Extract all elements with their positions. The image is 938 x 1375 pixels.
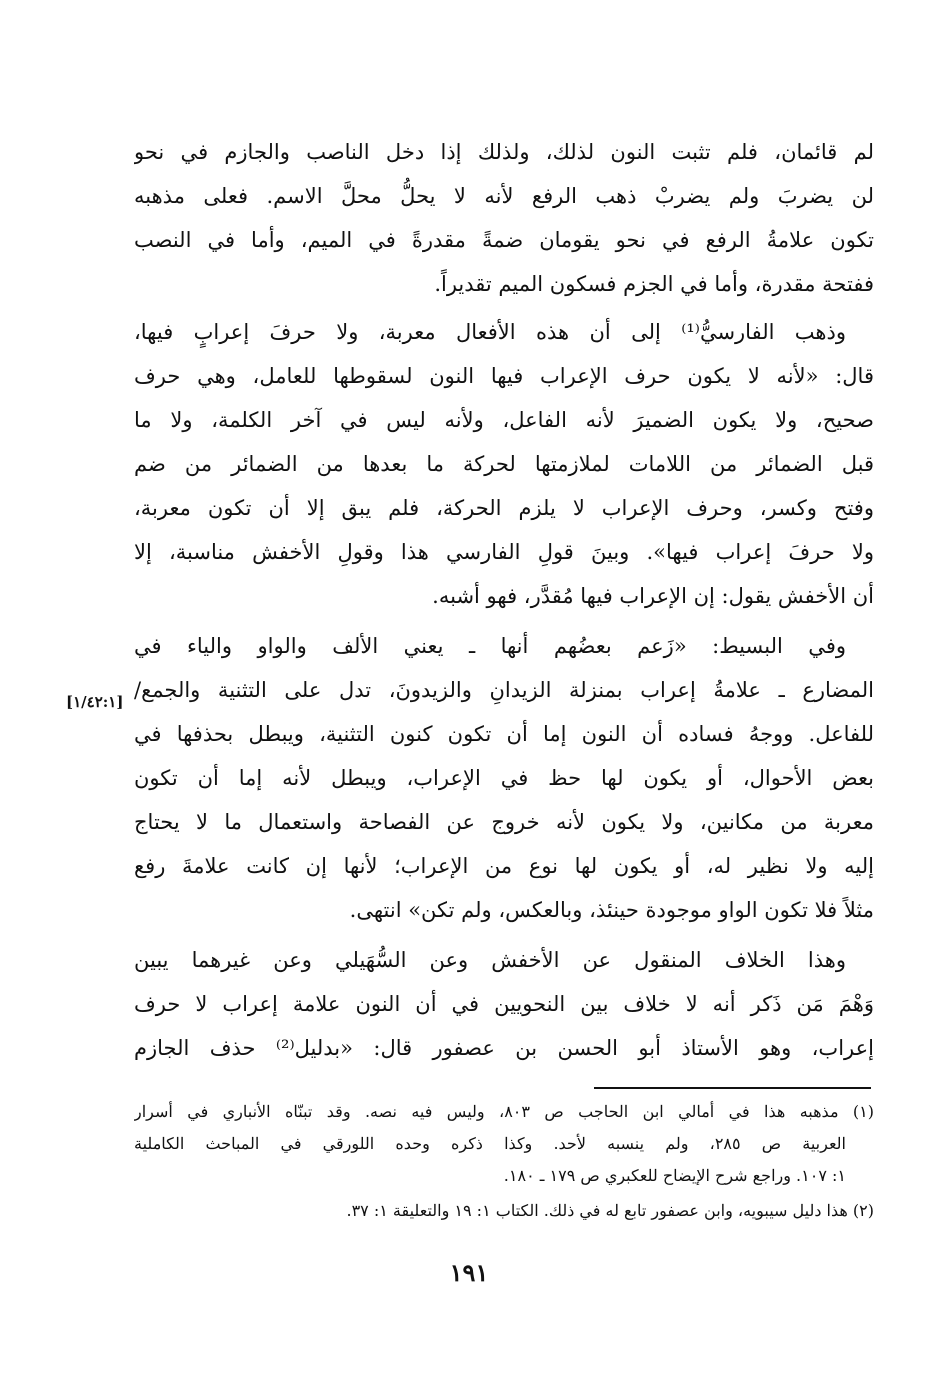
- body-line: لن يضربَ ولم يضربْ ذهب الرفع لأنه لا يحلُّ محلَّ الاسم. فعلى مذهبه: [134, 184, 874, 208]
- body-line: قبل الضمائر من اللامات لملازمتها لحركة ما بعدها من الضمائر من ضم: [134, 452, 874, 476]
- body-line: لم قائمان، فلم تثبت النون لذلك، ولذلك إذا دخل الناصب والجازم في نحو: [134, 140, 874, 164]
- manuscript-folio-reference: [١/٤٢:١]: [66, 693, 124, 711]
- body-line: معربة من مكانين، ولا يكون لأنه خروج عن الفصاحة واستعمال ما لا يحتاج: [134, 810, 874, 834]
- footnote-line: (١) مذهبه هذا في أمالي ابن الحاجب ص ٨٠٣، وليس فيه نصه. وقد تبنّاه الأنباري في أسرار: [134, 1102, 874, 1121]
- footnote-line: (٢) هذا دليل سيبويه، وابن عصفور تابع له في ذلك. الكتاب ١: ١٩ والتعليقة ١: ٣٧.: [346, 1201, 874, 1220]
- body-line: وهذا الخلاف المنقول عن الأخفش وعن السُّهَيلي وعن غيرهما يبين: [134, 948, 846, 972]
- body-line: إعراب، وهو الأستاذ أبو الحسن بن عصفور قال: «بدليل⁽²⁾ حذف الجازم: [134, 1036, 874, 1060]
- body-line: بعض الأحوال، أو يكون لها حظ في الإعراب، ويبطل لأنه إما أن تكون: [134, 766, 874, 790]
- body-line: قال: «لأنه لا يكون حرف الإعراب فيها النون لسقوطها للعامل، وهي حرف: [134, 364, 874, 388]
- body-line: وفتح وكسر، وحرف الإعراب لا يلزم الحركة، فلم يبق إلا أن تكون معربة،: [134, 496, 874, 520]
- footnote-separator: [594, 1087, 871, 1089]
- body-line: وذهب الفارسيُّ⁽¹⁾ إلى أن هذه الأفعال معربة، ولا حرفَ إعرابٍ فيها،: [134, 320, 846, 344]
- body-line: ففتحة مقدرة، وأما في الجزم فسكون الميم تقديراً.: [434, 272, 874, 296]
- body-line: المضارع ـ علامةُ إعراب بمنزلة الزيدانِ والزيدونَ، تدل على التثنية والجمع/: [134, 678, 874, 702]
- body-line: للفاعل. ووجهُ فساده أن النون إما أن تكون كنون التثنية، ويبطل بحذفها في: [134, 722, 874, 746]
- footnote-line: ١: ١٠٧. وراجع شرح الإيضاح للعكبري ص ١٧٩ ـ ١٨٠.: [503, 1166, 846, 1185]
- page-number: ١٩١: [449, 1258, 489, 1287]
- body-line: ولا حرفَ إعراب فيها». وبينَ قولِ الفارسي هذا وقولِ الأخفش مناسبة، إلا: [134, 540, 874, 564]
- body-line: إليه ولا نظير له، أو يكون لها نوع من الإعراب؛ لأنها إن كانت علامةَ رفع: [134, 854, 874, 878]
- body-line: وفي البسيط: «زَعم بعضُهم أنها ـ يعني الألف والواو والياء في: [134, 634, 846, 658]
- body-line: تكون علامةُ الرفع في نحو يقومان ضمةً مقدرةً في الميم، وأما في النصب: [134, 228, 874, 252]
- body-line: أن الأخفش يقول: إن الإعراب فيها مُقدَّر، فهو أشبه.: [432, 584, 874, 608]
- body-line: وَهْمَ مَن ذَكر أنه لا خلاف بين النحويين في أن النون علامة إعراب لا حرف: [134, 992, 874, 1016]
- body-line: صحيح، ولا يكون الضميرَ لأنه الفاعل، ولأنه ليس في آخر الكلمة، ولا ما: [134, 408, 874, 432]
- body-line: مثلاً فلا تكون الواو موجودة حينئذ، وبالعكس، ولم تكن» انتهى.: [349, 898, 874, 922]
- footnote-line: العربية ص ٢٨٥، ولم ينسبه لأحد. وكذا ذكره وحده اللورقي في المباحث الكاملية: [134, 1134, 846, 1153]
